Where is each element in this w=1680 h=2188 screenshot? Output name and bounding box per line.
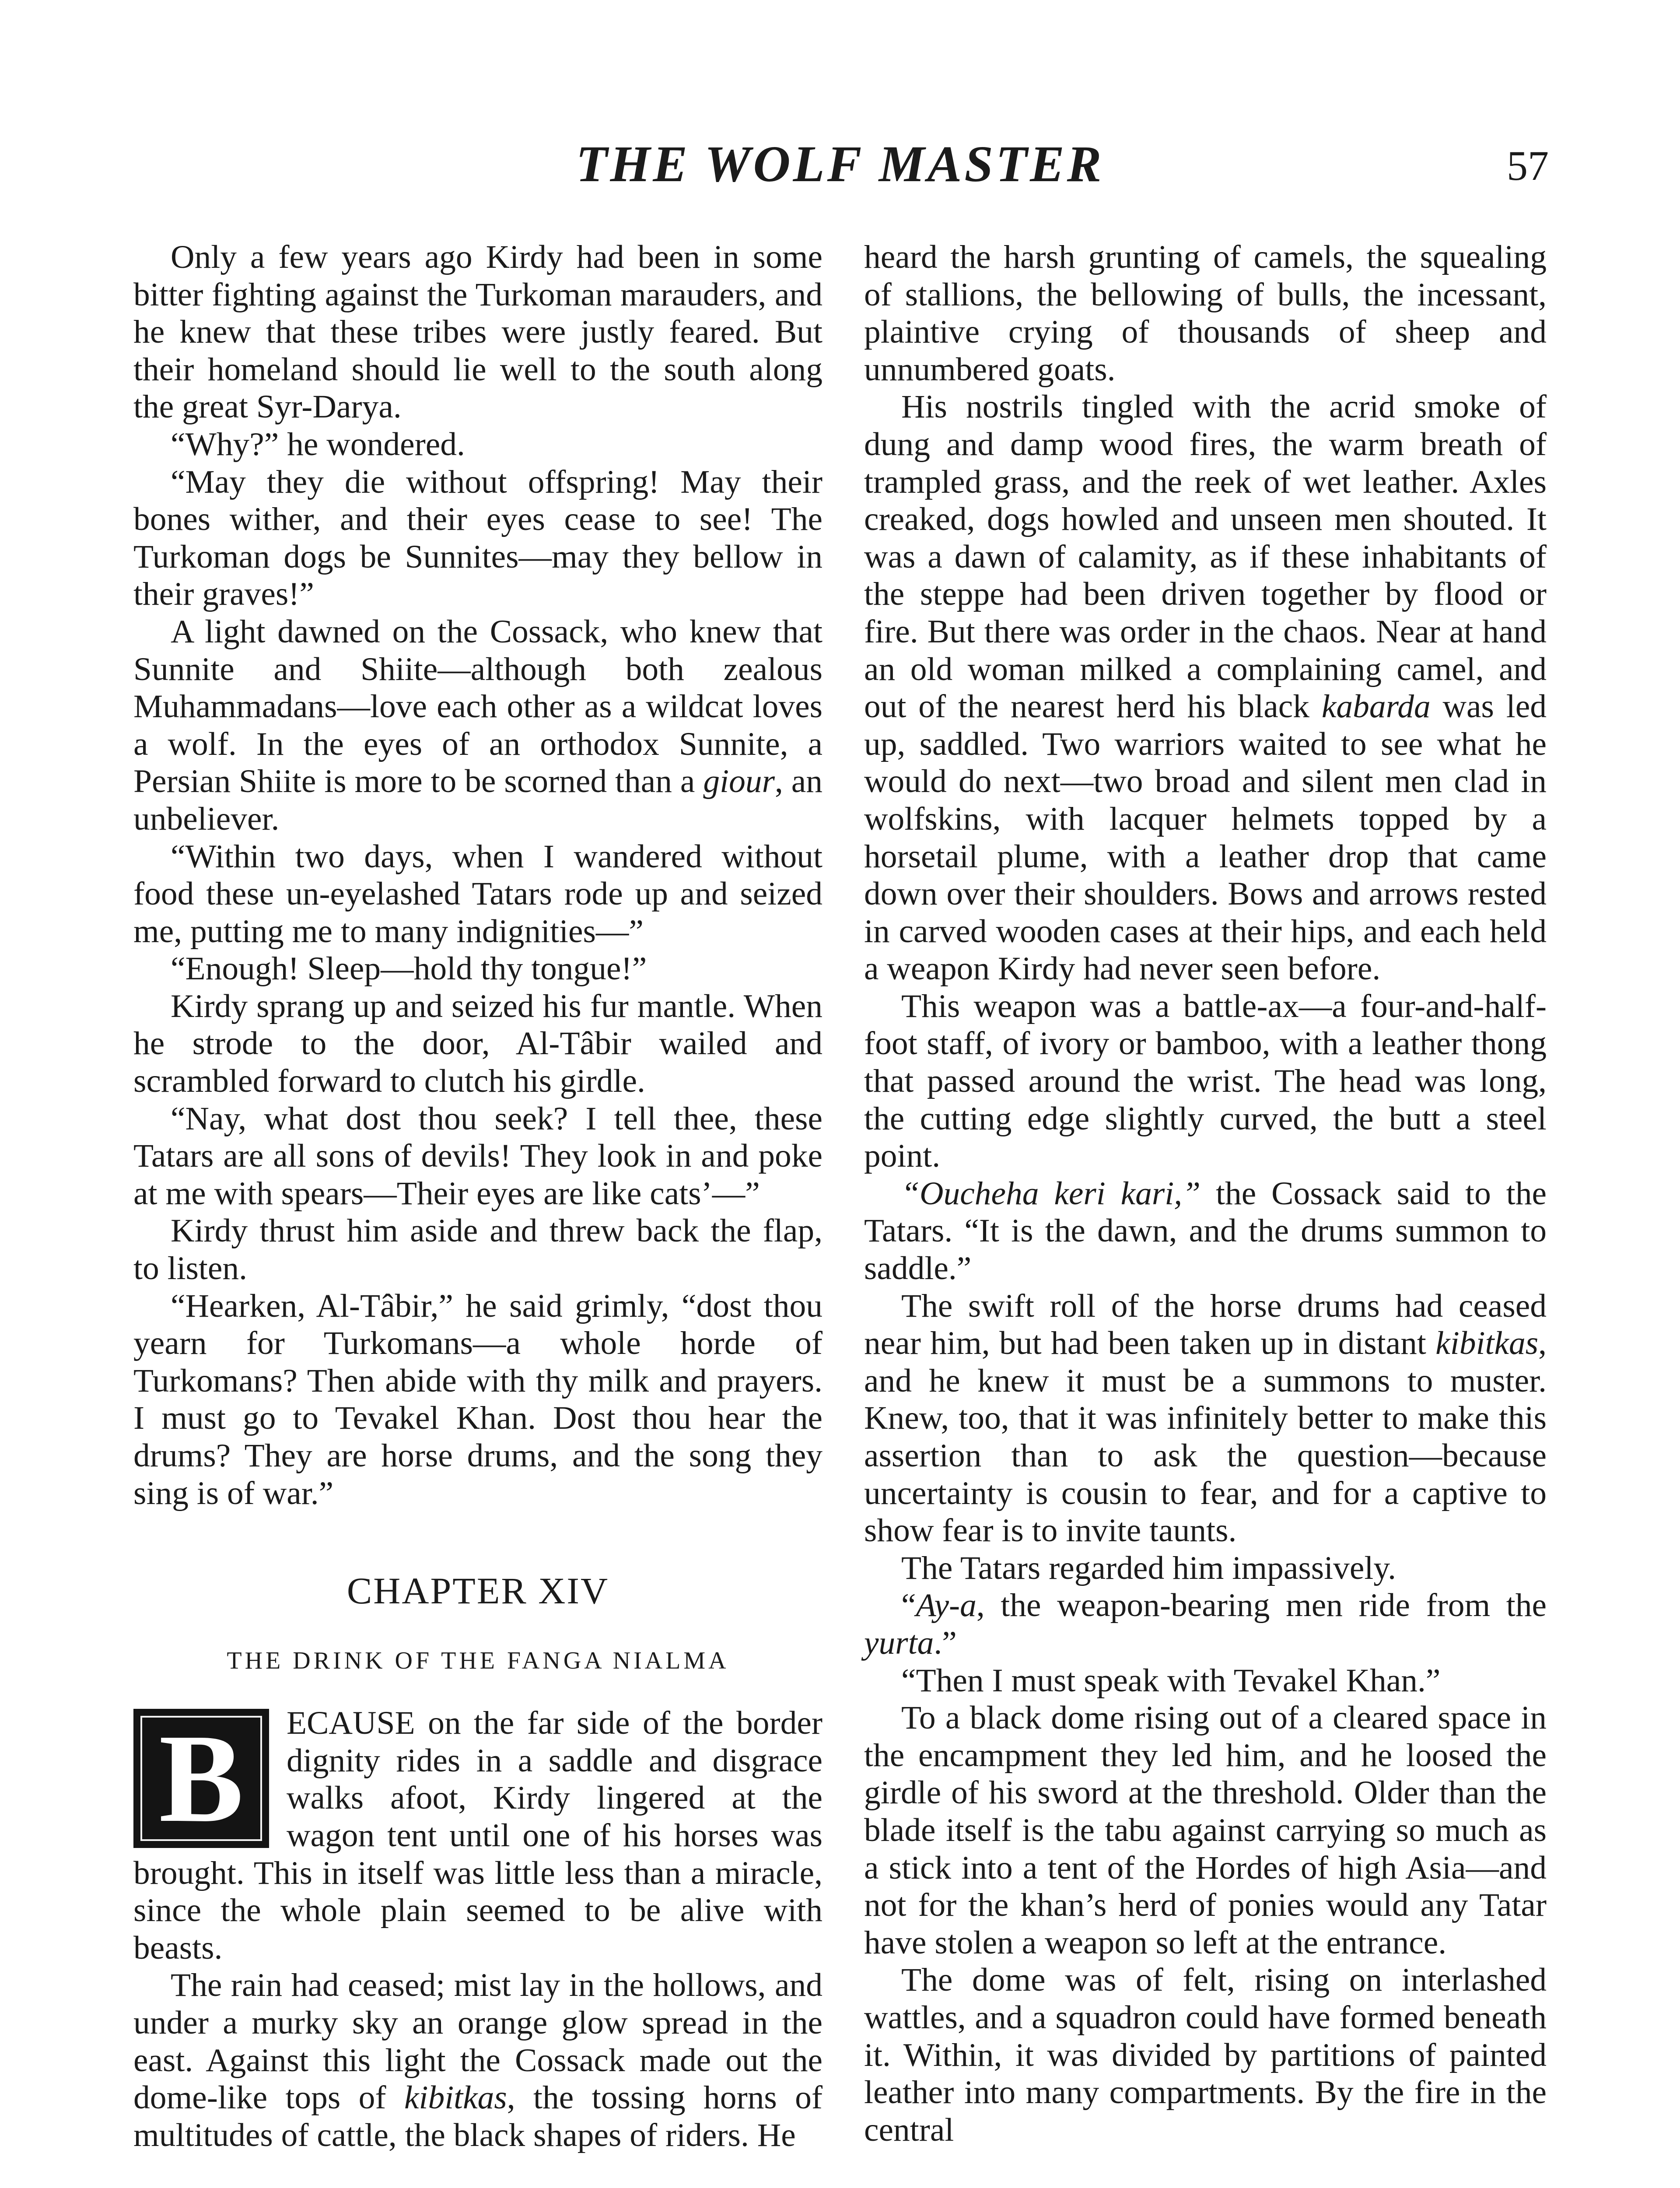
drop-cap [133,1709,269,1848]
paragraph: “Then I must speak with Tevakel Khan.” [901,1662,1441,1699]
paragraph: The rain had ceased; mist lay in the hollows, and under a murky sky an orange glow spread in the east. Against this light the Cossack made out the dome-like tops of kibitkas, the tossing horns of multitudes of cattle, the black shapes of riders. He [133,1967,823,2153]
italic-term: yurta [864,1624,934,1661]
paragraph: Kirdy thrust him aside and threw back the flap, to listen. [133,1213,822,1287]
italic-term: “Oucheha keri kari,” [901,1175,1201,1212]
paragraph: “Within two days, when I wandered without food these un-eyelashed Tatars rode up and seized me, putting me to many indignities—” [133,838,822,950]
left-column [133,238,822,2154]
page-number: 57 [1507,142,1549,189]
italic-term: giour [703,763,775,800]
paragraph: The dome was of felt, rising on interlashed wattles, and a squadron could have formed beneath it. Within, it was divided by partitions of painted leather into many compartments. By the fire in the central [864,1962,1547,2148]
paragraph: His nostrils tingled with the acrid smoke of dung and damp wood fires, the warm breath of trampled grass, and the reek of wet leather. Axles creaked, dogs howled and unseen men shouted. It was a dawn of calamity, as if these inhabitants of the steppe had been driven together by flood or fire. But there was order in the chaos. Near at hand an old woman milked a complaining camel, and out of the nearest herd his black kabarda was led up, saddled. Two warriors waited to see what he would do next—two broad and silent men clad in wolfskins, with lacquer helmets topped by a horsetail plume, with a leather drop that came down over their shoulders. Bows and arrows rested in carved wooden cases at their hips, and each held a weapon Kirdy had never seen before. [864,389,1547,987]
paragraph: To a black dome rising out of a cleared space in the encampment they led him, and he loosed the girdle of his sword at the threshold. Older than the blade itself is the tabu against carrying so much as a stick into a tent of the Hordes of high Asia—and not for the khan’s herd of ponies would any Tatar have stolen a weapon so left at the entrance. [864,1700,1547,1961]
italic-term: kibitkas [1435,1325,1539,1362]
paragraph: The swift roll of the horse drums had ceased near him, but had been taken up in distant kibitkas, and he knew it must be a summons to muster. Knew, too, that it was infinitely better to make this assertion than to ask the question—because uncertainty is cousin to fear, and for a captive to show fear is to invite taunts. [864,1287,1547,1549]
chapter-subtitle: THE DRINK OF THE FANGA NIALMA [227,1647,729,1675]
paragraph: A light dawned on the Cossack, who knew that Sunnite and Shiite—although both zealous Muhammadans—love each other as a wildcat loves a wolf. In the eyes of an orthodox Sunnite, a Persian Shiite is more to be scorned than a giour, an unbeliever. [133,613,822,837]
paragraph: “Enough! Sleep—hold thy tongue!” [171,950,647,987]
chapter-opening-paragraph: B ECAUSE on the far side of the border dignity rides in a saddle and disgrace walks afoot, Kirdy lingered at the wagon tent until one of his horses was brought. This in itself was little less than a miracle, since the whole plain seemed to be alive with beasts. [133,1705,822,1966]
page-title: THE WOLF MASTER [576,135,1104,193]
running-head [131,131,1549,197]
paragraph: “Ay-a, the weapon-bearing men ride from the yurta.” [864,1587,1547,1661]
paragraph: “Nay, what dost thou seek? I tell thee, these Tatars are all sons of devils! They look in and poke at me with spears—Their eyes are like cats’—” [133,1100,822,1212]
paragraph: “Oucheha keri kari,” the Cossack said to the Tatars. “It is the dawn, and the drums summon to saddle.” [864,1175,1547,1287]
paragraph: This weapon was a battle-ax—a four-and-half-foot staff, of ivory or bamboo, with a leather thong that passed around the wrist. The head was long, the cutting edge slightly curved, the butt a steel point. [864,988,1547,1175]
italic-term: kibitkas [404,2079,507,2116]
italic-term: Ay-a [916,1587,976,1624]
paragraph: Only a few years ago Kirdy had been in some bitter fighting against the Turkoman marauders, and he knew that these tribes were justly feared. But their homeland should lie well to the south along the great Syr-Darya. [133,239,822,425]
right-column [864,238,1547,2149]
paragraph: The Tatars regarded him impassively. [901,1550,1396,1586]
paragraph: “Hearken, Al-Tâbir,” he said grimly, “dost thou yearn for Turkomans—a whole horde of Turkomans? Then abide with thy milk and prayers. I must go to Tevakel Khan. Dost thou hear the drums? They are horse drums, and the song they sing is of war.” [133,1287,822,1511]
paragraph: heard the harsh grunting of camels, the squealing of stallions, the bellowing of bulls, the incessant, plaintive crying of thousands of sheep and unnumbered goats. [864,239,1547,388]
paragraph: “Why?” he wondered. [171,426,465,463]
paragraph: Kirdy sprang up and seized his fur mantle. When he strode to the door, Al-Tâbir wailed and scrambled forward to clutch his girdle. [133,988,822,1100]
drop-cap-letter: B [159,1708,244,1849]
chapter-title: CHAPTER XIV [346,1570,609,1612]
paragraph: “May they die without offspring! May their bones wither, and their eyes cease to see! The Turkoman dogs be Sunnites—may they bellow in their graves!” [133,463,822,613]
italic-term: kabarda [1321,688,1431,725]
